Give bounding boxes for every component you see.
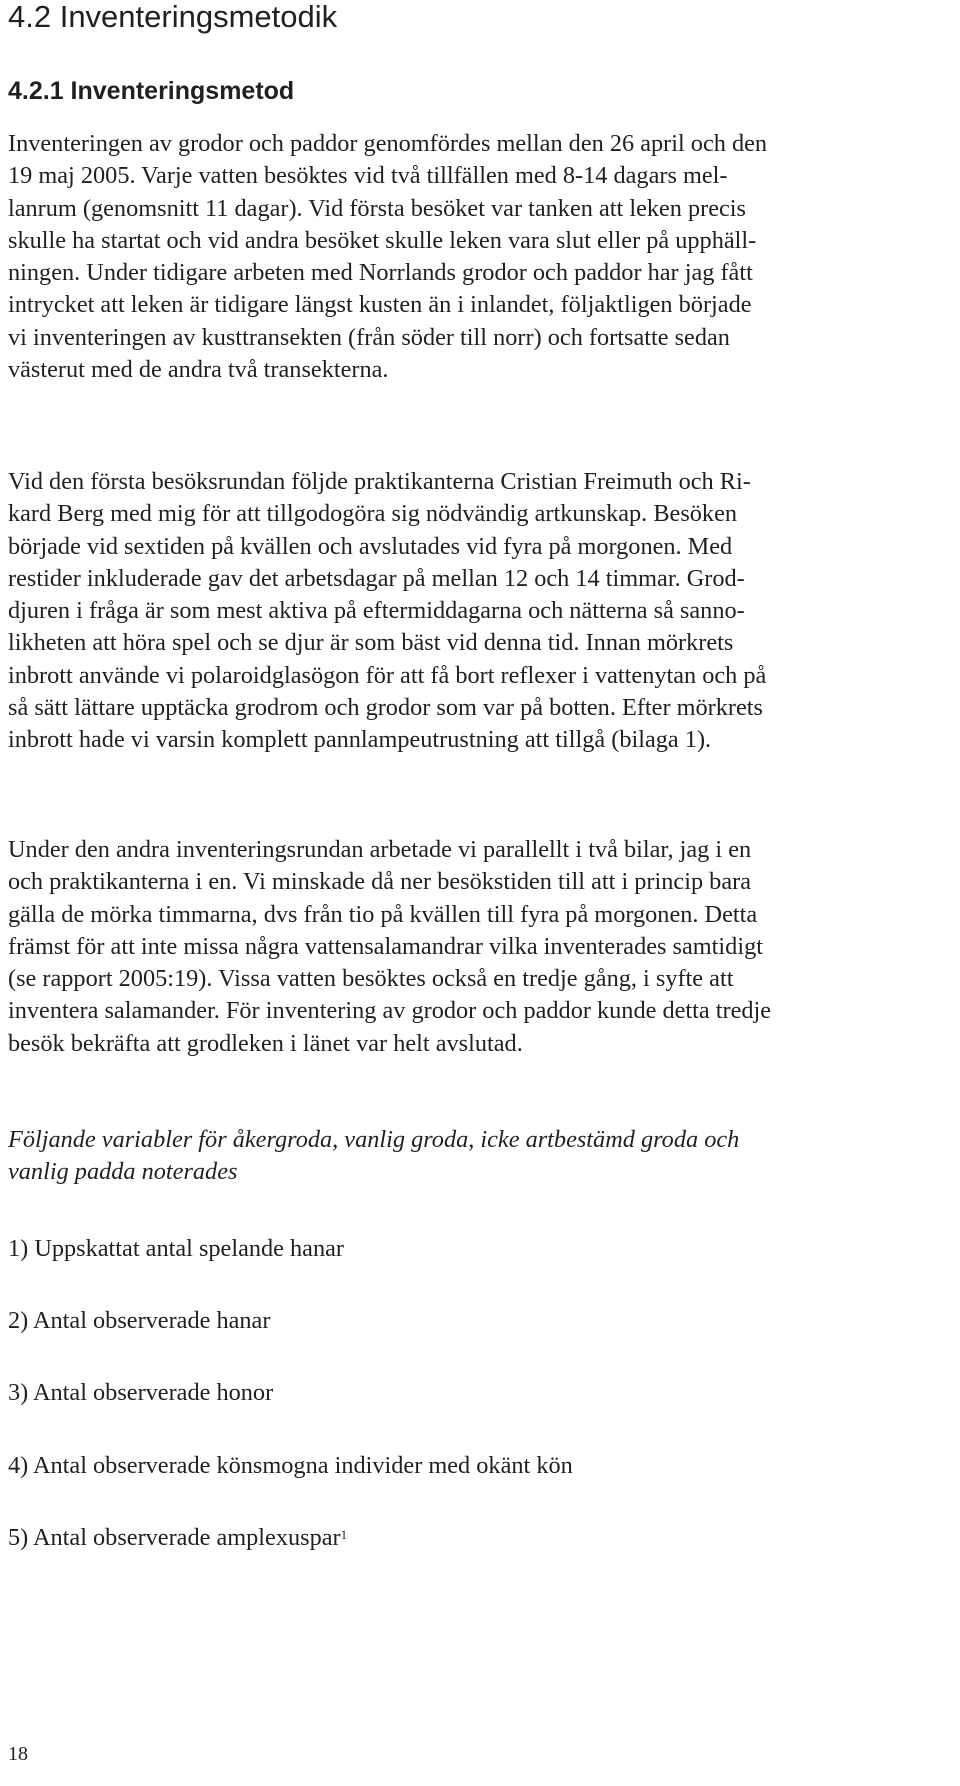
text-line: intrycket att leken är tidigare längst kusten än i inlandet, följaktligen började (8, 291, 752, 319)
text-line: började vid sextiden på kvällen och avslutades vid fyra på morgonen. Med (8, 532, 733, 560)
text-line: så sätt lättare upptäcka grodrom och grodor som var på botten. Efter mörkrets (8, 694, 763, 722)
footnote-reference[interactable]: 1 (340, 1527, 348, 1542)
text-line: skulle ha startat och vid andra besöket skulle leken vara slut eller på upphäll- (8, 226, 757, 254)
text-line: Under den andra inventeringsrundan arbetade vi parallellt i två bilar, jag i en (8, 836, 752, 863)
text-line: västerut med de andra två transekterna. (8, 356, 389, 384)
text-line: främst för att inte missa några vattensalamandrar vilka inventerades samtidigt (8, 932, 763, 960)
text-line: lanrum (genomsnitt 11 dagar). Vid första besöket var tanken att leken precis (8, 194, 747, 222)
text-line: ningen. Under tidigare arbeten med Norrlands grodor och paddor har jag fått (8, 259, 753, 287)
text-line: djuren i fråga är som mest aktiva på eftermiddagarna och nätterna så sanno- (8, 597, 745, 625)
paragraph-second-round (8, 834, 938, 1060)
page-number: 18 (8, 1743, 28, 1765)
text-line: vanlig padda noterades (8, 1158, 238, 1185)
paragraph-first-round (8, 466, 938, 757)
section-heading: 4.2 Inventeringsmetodik (8, 0, 338, 34)
text-line: Följande variabler för åkergroda, vanlig groda, icke artbestämd groda och (8, 1126, 740, 1153)
text-line: och praktikanterna i en. Vi minskade då ner besökstiden till att i princip bara (8, 868, 751, 896)
list-item: 4) Antal observerade könsmogna individer med okänt kön (8, 1452, 573, 1479)
list-item: 3) Antal observerade honor (8, 1379, 274, 1406)
subsection-heading: 4.2.1 Inventeringsmetod (8, 77, 295, 105)
text-line: likheten att höra spel och se djur är som bäst vid denna tid. Innan mörkrets (8, 629, 734, 657)
text-line: Vid den första besöksrundan följde praktikanterna Cristian Freimuth och Ri- (8, 468, 751, 495)
text-line: restider inkluderade gav det arbetsdagar på mellan 12 och 14 timmar. Grod- (8, 564, 745, 592)
text-line: vi inventeringen av kusttransekten (från söder till norr) och fortsatte sedan (8, 323, 730, 351)
list-item: 1) Uppskattat antal spelande hanar (8, 1235, 344, 1262)
text-line: besök bekräfta att grodleken i länet var helt avslutad. (8, 1029, 523, 1057)
paragraph-method-dates (8, 128, 938, 386)
text-line: gälla de mörka timmarna, dvs från tio på kvällen till fyra på morgonen. Detta (8, 900, 758, 928)
text-line: Inventeringen av grodor och paddor genomfördes mellan den 26 april och den (8, 130, 768, 157)
list-item: 2) Antal observerade hanar (8, 1307, 271, 1334)
text-line: inventera salamander. För inventering av grodor och paddor kunde detta tredje (8, 997, 772, 1025)
text-line: inbrott använde vi polaroidglasögon för att få bort reflexer i vattenytan och på (8, 661, 767, 689)
text-line: inbrott hade vi varsin komplett pannlampeutrustning att tillgå (bilaga 1). (8, 726, 712, 754)
text-line: kard Berg med mig för att tillgodogöra sig nödvändig artkunskap. Besöken (8, 500, 738, 528)
text-line: (se rapport 2005:19). Vissa vatten besöktes också en tredje gång, i syfte att (8, 965, 734, 993)
list-item-text: 5) Antal observerade amplexuspar (8, 1524, 341, 1551)
list-item (8, 1523, 347, 1553)
variables-intro (8, 1124, 938, 1188)
text-line: 19 maj 2005. Varje vatten besöktes vid två tillfällen med 8-14 dagars mel- (8, 162, 728, 190)
